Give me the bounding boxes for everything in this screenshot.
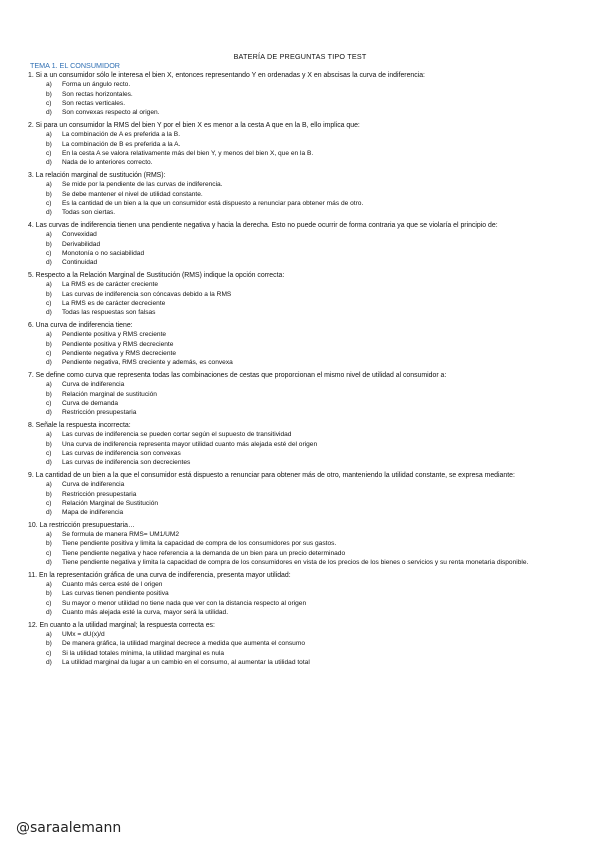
answer-option: [46, 589, 574, 598]
option-text: Relación Marginal de Sustitución: [62, 499, 159, 507]
answer-options: [46, 180, 574, 217]
option-letter: b): [46, 240, 52, 248]
option-letter: a): [46, 331, 52, 339]
document-title: BATERÍA DE PREGUNTAS TIPO TEST: [233, 52, 367, 61]
option-text: Restricción presupestaria: [62, 409, 137, 417]
answer-option: [46, 649, 574, 658]
answer-option: [46, 330, 574, 339]
question-7: [28, 371, 574, 418]
answer-option: [46, 599, 574, 608]
answer-option: [46, 480, 574, 489]
option-text: La RMS es de carácter decreciente: [62, 299, 166, 307]
answer-option: [46, 130, 574, 139]
option-letter: b): [46, 290, 52, 298]
question-text: 6. Una curva de indiferencia tiene:: [28, 321, 133, 329]
answer-options: [46, 80, 574, 117]
answer-option: [46, 99, 574, 108]
answer-options: [46, 630, 574, 667]
answer-option: [46, 299, 574, 308]
answer-option: [46, 290, 574, 299]
answer-option: [46, 249, 574, 258]
answer-option: [46, 149, 574, 158]
question-text: 2. Si para un consumidor la RMS del bien Y por el bien X es menor a la cesta A que en la B, ello implica que:: [28, 121, 360, 129]
option-text: Todas las respuestas son falsas: [62, 309, 156, 317]
answer-options: [46, 580, 574, 617]
option-letter: d): [46, 409, 52, 417]
option-text: Su mayor o menor utilidad no tiene nada que ver con la distancia respecto al origen: [62, 599, 307, 607]
option-letter: d): [46, 259, 52, 267]
option-text: Son rectas horizontales.: [62, 90, 133, 98]
answer-option: [46, 630, 574, 639]
option-text: Las curvas de indiferencia son decrecientes: [62, 459, 191, 467]
option-text: Restricción presupestaria: [62, 490, 137, 498]
option-text: Se debe mantener el nivel de utilidad constante.: [62, 190, 203, 198]
option-letter: d): [46, 609, 52, 617]
option-letter: c): [46, 299, 52, 307]
option-letter: b): [46, 440, 52, 448]
answer-option: [46, 580, 574, 589]
option-text: Todas son ciertas.: [62, 209, 116, 217]
option-text: En la cesta A se valora relativamente más del bien Y, y menos del bien X, que en la B.: [62, 150, 314, 158]
option-letter: c): [46, 250, 52, 257]
question-text: 5. Respecto a la Relación Marginal de Sustitución (RMS) indique la opción correcta:: [28, 271, 285, 279]
option-text: Son convexas respecto al origen.: [62, 109, 160, 117]
option-text: Cuanto más alejada esté la curva, mayor será la utilidad.: [62, 609, 229, 617]
option-text: Forma un ángulo recto.: [62, 81, 131, 89]
question-11: [28, 571, 574, 618]
option-letter: c): [46, 150, 52, 158]
option-letter: d): [46, 109, 52, 117]
option-letter: a): [46, 281, 52, 289]
answer-options: [46, 230, 574, 267]
option-letter: a): [46, 231, 52, 239]
option-letter: b): [46, 340, 52, 348]
answer-option: [46, 458, 574, 467]
option-letter: d): [46, 209, 52, 217]
option-text: Tiene pendiente negativa y limita la capacidad de compra de los consumidores en vista de los precios de los bienes o servicios y su renta monetaria disponible.: [62, 559, 529, 567]
option-text: Las curvas tienen pendiente positiva: [62, 590, 169, 598]
answer-option: [46, 539, 574, 548]
answer-option: [46, 349, 574, 358]
option-letter: a): [46, 531, 52, 539]
option-text: Las curvas de indiferencia son convexas: [62, 449, 181, 457]
option-text: Se mide por la pendiente de las curvas de indiferencia.: [62, 181, 223, 189]
question-text: 9. La cantidad de un bien a la que el consumidor está dispuesto a renunciar para obtener más de otro, manteniendo la utilidad constante, se expresa mediante:: [28, 471, 515, 479]
option-text: Son rectas verticales.: [62, 100, 126, 108]
answer-options: [46, 530, 574, 567]
answer-options: [46, 430, 574, 467]
option-text: Continuidad: [62, 259, 98, 267]
option-letter: c): [46, 449, 52, 457]
question-2: [28, 121, 574, 168]
answer-option: [46, 608, 574, 617]
answer-option: [46, 158, 574, 167]
answer-options: [46, 130, 574, 167]
answer-options: [46, 280, 574, 317]
answer-option: [46, 530, 574, 539]
answer-option: [46, 430, 574, 439]
option-letter: d): [46, 509, 52, 517]
answer-option: [46, 340, 574, 349]
question-text: 4. Las curvas de indiferencia tienen una pendiente negativa y hacia la derecha. Esto no puede ocurrir de forma contraria ya que se violaría el principio de:: [28, 221, 498, 229]
answer-option: [46, 380, 574, 389]
question-8: [28, 421, 574, 468]
answer-option: [46, 490, 574, 499]
author-handle: @saraalemann: [16, 820, 122, 836]
answer-option: [46, 80, 574, 89]
option-letter: c): [46, 399, 52, 407]
section-heading: TEMA 1. EL CONSUMIDOR: [30, 61, 120, 70]
question-6: [28, 321, 574, 368]
answer-option: [46, 280, 574, 289]
option-text: Las curvas de indiferencia se pueden cortar según el supuesto de transitividad: [62, 431, 292, 439]
answer-options: [46, 330, 574, 367]
option-letter: b): [46, 590, 52, 598]
option-letter: a): [46, 581, 52, 589]
answer-option: [46, 180, 574, 189]
option-letter: b): [46, 640, 52, 648]
option-letter: d): [46, 659, 52, 667]
answer-option: [46, 230, 574, 239]
option-letter: b): [46, 140, 52, 148]
question-text: 11. En la representación gráfica de una curva de indiferencia, presenta mayor utilidad:: [28, 571, 291, 579]
option-letter: c): [46, 599, 52, 607]
option-text: Monotonía o no saciabilidad: [62, 250, 145, 257]
option-text: Pendiente positiva y RMS decreciente: [62, 340, 174, 348]
option-text: Tiene pendiente positiva y limita la capacidad de compra de los consumidores por sus gastos.: [62, 540, 337, 548]
answer-option: [46, 499, 574, 508]
answer-option: [46, 508, 574, 517]
answer-option: [46, 399, 574, 408]
question-12: [28, 621, 574, 668]
option-letter: d): [46, 359, 52, 367]
option-letter: d): [46, 459, 52, 467]
answer-options: [46, 380, 574, 417]
option-letter: c): [46, 549, 52, 557]
option-text: Curva de indiferencia: [62, 381, 125, 389]
option-text: Si la utilidad totales mínima, la utilidad marginal es nula: [62, 649, 224, 657]
option-letter: a): [46, 631, 52, 639]
answer-option: [46, 390, 574, 399]
option-letter: a): [46, 481, 52, 489]
answer-options: [46, 480, 574, 517]
option-text: Curva de demanda: [62, 399, 119, 407]
question-text: 12. En cuanto a la utilidad marginal; la respuesta correcta es:: [28, 621, 215, 629]
option-text: Derivabilidad: [62, 240, 101, 248]
answer-option: [46, 639, 574, 648]
answer-option: [46, 108, 574, 117]
option-letter: c): [46, 649, 52, 657]
answer-option: [46, 558, 574, 567]
option-letter: c): [46, 349, 52, 357]
option-text: La utilidad marginal da lugar a un cambio en el consumo, al aumentar la utilidad total: [62, 659, 310, 667]
option-letter: c): [46, 100, 52, 108]
answer-option: [46, 449, 574, 458]
question-4: [28, 221, 574, 268]
option-letter: c): [46, 200, 52, 208]
option-text: Convexidad: [62, 231, 97, 239]
option-text: Tiene pendiente negativa y hace referencia a la demanda de un bien para un precio determinado: [62, 549, 346, 557]
question-10: [28, 521, 574, 568]
option-letter: a): [46, 181, 52, 189]
option-letter: b): [46, 90, 52, 98]
option-text: De manera gráfica, la utilidad marginal decrece a medida que aumenta el consumo: [62, 640, 306, 648]
option-text: Pendiente negativa y RMS decreciente: [62, 349, 176, 357]
answer-option: [46, 90, 574, 99]
option-text: UMx = dU(x)/d: [62, 631, 105, 639]
option-letter: b): [46, 540, 52, 548]
option-text: Se formula de manera RMS= UM1/UM2: [62, 531, 180, 539]
answer-option: [46, 190, 574, 199]
answer-option: [46, 549, 574, 558]
option-letter: d): [46, 309, 52, 317]
option-text: Una curva de indiferencia representa mayor utilidad cuanto más alejada esté del origen: [62, 440, 318, 448]
option-text: Curva de indiferencia: [62, 481, 125, 489]
option-letter: b): [46, 390, 52, 398]
answer-option: [46, 140, 574, 149]
answer-option: [46, 658, 574, 667]
option-text: La combinación de A es preferida a la B.: [62, 131, 181, 139]
option-letter: a): [46, 131, 52, 139]
option-text: Pendiente positiva y RMS creciente: [62, 331, 167, 339]
answer-option: [46, 440, 574, 449]
question-list: [28, 71, 574, 671]
answer-option: [46, 308, 574, 317]
option-text: La RMS es de carácter creciente: [62, 281, 159, 289]
option-text: Cuanto más cerca esté de l origen: [62, 581, 163, 589]
option-letter: b): [46, 490, 52, 498]
option-letter: a): [46, 381, 52, 389]
option-letter: d): [46, 159, 52, 167]
answer-option: [46, 240, 574, 249]
answer-option: [46, 199, 574, 208]
answer-option: [46, 258, 574, 267]
question-text: 1. Si a un consumidor sólo le interesa el bien X, entonces representando Y en ordenadas y X en abscisas la curva de indiferencia:: [28, 72, 425, 79]
answer-option: [46, 208, 574, 217]
option-text: Las curvas de indiferencia son cóncavas debido a la RMS: [62, 290, 232, 298]
question-text: 7. Se define como curva que representa todas las combinaciones de cestas que proporcionan el mismo nivel de utilidad al consumidor a:: [28, 371, 447, 379]
question-3: [28, 171, 574, 218]
question-text: 8. Señale la respuesta incorrecta:: [28, 421, 131, 429]
option-letter: d): [46, 559, 52, 567]
question-5: [28, 271, 574, 318]
question-text: 3. La relación marginal de sustitución (RMS):: [28, 171, 166, 179]
option-text: La combinación de B es preferida a la A.: [62, 140, 181, 148]
option-text: Relación marginal de sustitución: [62, 390, 157, 398]
question-1: [28, 71, 574, 118]
answer-option: [46, 408, 574, 417]
option-text: Nada de lo anteriores correcto.: [62, 159, 153, 167]
option-text: Mapa de indiferencia: [62, 509, 124, 517]
option-letter: a): [46, 81, 52, 89]
option-letter: c): [46, 499, 52, 507]
question-text: 10. La restricción presupuestaria…: [28, 521, 135, 529]
question-9: [28, 471, 574, 518]
answer-option: [46, 358, 574, 367]
option-letter: a): [46, 431, 52, 439]
option-text: Pendiente negativa, RMS creciente y además, es convexa: [62, 359, 233, 367]
option-text: Es la cantidad de un bien a la que un consumidor está dispuesto a renunciar para obtener más de otro.: [62, 200, 364, 208]
option-letter: b): [46, 190, 52, 198]
